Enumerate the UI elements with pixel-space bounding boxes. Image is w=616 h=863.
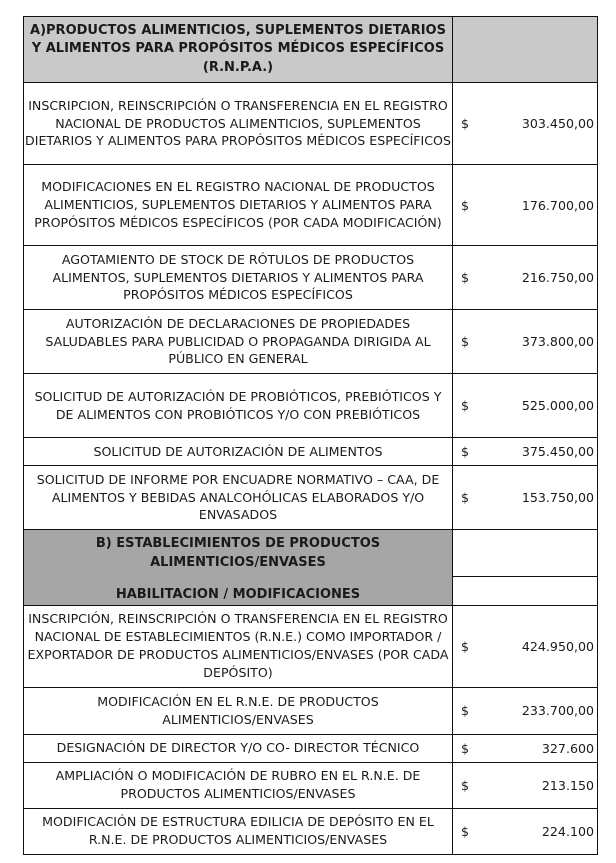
row-amount: 327.600 bbox=[541, 740, 594, 756]
row-amount: 373.800,00 bbox=[521, 334, 594, 349]
row-description: INSCRIPCIÓN, REINSCRIPCIÓN O TRANSFERENCIA EN EL REGISTRO NACIONAL DE ESTABLECIMIENTOS (R.N.E.) COMO IMPORTADOR / EXPORTADOR DE PRODUCTOS ALIMENTICIOS/ENVASES (POR CADA DEPÓSITO) bbox=[24, 605, 453, 687]
row-description: DESIGNACIÓN DE DIRECTOR Y/O CO- DIRECTOR TÉCNICO bbox=[24, 734, 453, 762]
row-description: SOLICITUD DE AUTORIZACIÓN DE PROBIÓTICOS, PREBIÓTICOS Y DE ALIMENTOS CON PROBIÓTICOS Y/O CON PREBIÓTICOS bbox=[24, 374, 453, 438]
row-amount: 153.750,00 bbox=[521, 490, 594, 505]
section-b-subheader-blank bbox=[453, 576, 598, 605]
table-row bbox=[24, 605, 598, 687]
row-amount: 213.150 bbox=[541, 777, 594, 793]
currency-symbol: $ bbox=[461, 398, 470, 413]
table-row bbox=[24, 808, 598, 854]
table-row bbox=[24, 374, 598, 438]
currency-symbol: $ bbox=[461, 823, 470, 839]
table-row bbox=[24, 438, 598, 466]
section-a-title: A)PRODUCTOS ALIMENTICIOS, SUPLEMENTOS DIETARIOS Y ALIMENTOS PARA PROPÓSITOS MÉDICOS ESPECÍFICOS (R.N.P.A.) bbox=[24, 17, 453, 83]
row-amount: 424.950,00 bbox=[521, 638, 594, 654]
currency-symbol: $ bbox=[461, 116, 470, 131]
currency-symbol: $ bbox=[461, 638, 470, 654]
row-description: SOLICITUD DE INFORME POR ENCUADRE NORMATIVO – CAA, DE ALIMENTOS Y BEBIDAS ANALCOHÓLICAS ELABORADOS Y/O ENVASADOS bbox=[24, 466, 453, 530]
currency-symbol: $ bbox=[461, 197, 470, 213]
row-amount: 233.700,00 bbox=[521, 703, 594, 718]
table-row bbox=[24, 246, 598, 310]
row-amount: 303.450,00 bbox=[521, 116, 594, 131]
table-row bbox=[24, 762, 598, 808]
row-amount: 176.700,00 bbox=[521, 197, 594, 213]
row-amount: 525.000,00 bbox=[521, 398, 594, 413]
row-description: AMPLIACIÓN O MODIFICACIÓN DE RUBRO EN EL R.N.E. DE PRODUCTOS ALIMENTICIOS/ENVASES bbox=[24, 762, 453, 808]
table-row bbox=[24, 687, 598, 734]
currency-symbol: $ bbox=[461, 334, 470, 349]
currency-symbol: $ bbox=[461, 444, 470, 459]
row-amount: 224.100 bbox=[541, 823, 594, 839]
row-description: SOLICITUD DE AUTORIZACIÓN DE ALIMENTOS bbox=[24, 438, 453, 466]
section-b-header-row bbox=[24, 530, 598, 577]
section-b-header bbox=[24, 530, 453, 606]
row-description: MODIFICACIÓN EN EL R.N.E. DE PRODUCTOS ALIMENTICIOS/ENVASES bbox=[24, 687, 453, 734]
fee-table bbox=[23, 16, 598, 855]
row-description: INSCRIPCION, REINSCRIPCIÓN O TRANSFERENCIA EN EL REGISTRO NACIONAL DE PRODUCTOS ALIMENTICIOS, SUPLEMENTOS DIETARIOS Y ALIMENTOS PARA PROPÓSITOS MÉDICOS ESPECÍFICOS bbox=[24, 83, 453, 165]
currency-symbol: $ bbox=[461, 777, 470, 793]
table-row bbox=[24, 734, 598, 762]
table-row bbox=[24, 310, 598, 374]
row-description: MODIFICACIÓN DE ESTRUCTURA EDILICIA DE DEPÓSITO EN EL R.N.E. DE PRODUCTOS ALIMENTICIOS/ENVASES bbox=[24, 808, 453, 854]
row-amount: 375.450,00 bbox=[521, 444, 594, 459]
row-description: AGOTAMIENTO DE STOCK DE RÓTULOS DE PRODUCTOS ALIMENTOS, SUPLEMENTOS DIETARIOS Y ALIMENTOS PARA PROPÓSITOS MÉDICOS ESPECÍFICOS bbox=[24, 246, 453, 310]
currency-symbol: $ bbox=[461, 270, 470, 285]
section-a-header-row bbox=[24, 17, 598, 83]
currency-symbol: $ bbox=[461, 490, 470, 505]
row-description: MODIFICACIONES EN EL REGISTRO NACIONAL DE PRODUCTOS ALIMENTICIOS, SUPLEMENTOS DIETARIOS Y ALIMENTOS PARA PROPÓSITOS MÉDICOS ESPECÍFICOS (POR CADA MODIFICACIÓN) bbox=[24, 165, 453, 246]
section-b-header-blank bbox=[453, 530, 598, 577]
section-b-title: B) ESTABLECIMIENTOS DE PRODUCTOS ALIMENTICIOS/ENVASES bbox=[95, 536, 381, 570]
row-description: AUTORIZACIÓN DE DECLARACIONES DE PROPIEDADES SALUDABLES PARA PUBLICIDAD O PROPAGANDA DIRIGIDA AL PÚBLICO EN GENERAL bbox=[24, 310, 453, 374]
currency-symbol: $ bbox=[461, 703, 470, 718]
table-row bbox=[24, 83, 598, 165]
currency-symbol: $ bbox=[461, 740, 470, 756]
row-amount: 216.750,00 bbox=[521, 270, 594, 285]
section-b-subtitle: HABILITACION / MODIFICACIONES bbox=[115, 587, 361, 602]
table-row bbox=[24, 165, 598, 246]
table-row bbox=[24, 466, 598, 530]
section-a-header-blank bbox=[453, 17, 598, 83]
